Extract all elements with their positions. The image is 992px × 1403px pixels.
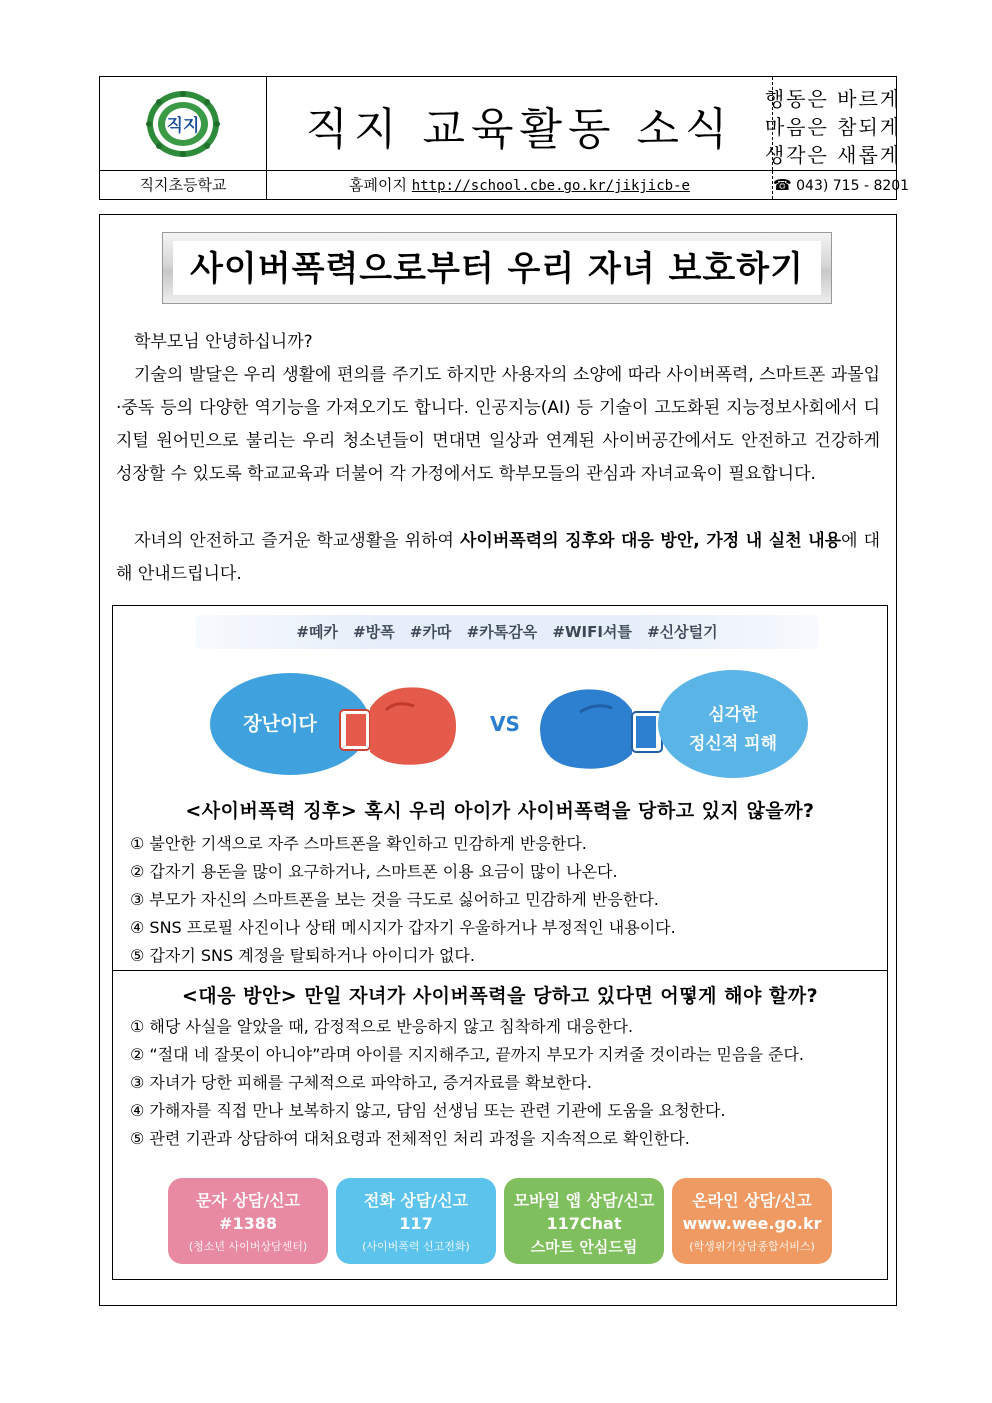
school-emblem-icon <box>144 89 222 159</box>
logo-cell <box>100 77 267 170</box>
contact-4-line2[interactable]: www.wee.go.kr <box>682 1214 822 1233</box>
title-cell <box>267 77 773 170</box>
banner-title: 사이버폭력으로부터 우리 자녀 보호하기 <box>173 241 821 295</box>
intro-paragraph-2 <box>116 525 880 591</box>
homepage-link[interactable]: http://school.cbe.go.kr/jikjicb-e <box>411 178 690 194</box>
newsletter-header <box>99 76 910 200</box>
response-item-1: ① 해당 사실을 알았을 때, 감정적으로 반응하지 않고 침착하게 대응한다. <box>130 1017 634 1036</box>
right-circle <box>658 670 808 778</box>
right-circle-label-2: 정신적 피해 <box>688 734 778 754</box>
contact-1-line3: (청소년 사이버상담센터) <box>188 1240 308 1253</box>
contact-3-line2: 117Chat <box>546 1214 622 1233</box>
contact-4-line1: 온라인 상담/신고 <box>692 1191 812 1210</box>
contact-1-line2: #1388 <box>219 1214 277 1233</box>
school-name: 직지초등학교 <box>100 171 267 199</box>
contact-1-line1: 문자 상담/신고 <box>195 1191 301 1210</box>
intro-paragraph-1: 기술의 발달은 우리 생활에 편의를 주기도 하지만 사용자의 소양에 따라 사이버폭력, 스마트폰 과몰입·중독 등의 다양한 역기능을 가져오기도 합니다. 인공지능(AI) 등 기술이 고도화된 지능정보사회에서 디지털 원어민으로 불리는 우리 청소년들이 면대면 일상과 연계된 사이버공간에서도 안전하고 건강하게 성장할 수 있도록 학교교육과 더불어 각 가정에서도 학부모들의 관심과 자녀교육이 필요합니다. <box>116 365 880 484</box>
signs-item-2: ② 갑자기 용돈을 많이 요구하거나, 스마트폰 이용 요금이 많이 나온다. <box>130 862 618 881</box>
p2-start: 자녀의 안전하고 즐거운 학교생활을 위하여 <box>134 531 460 551</box>
p2-bold: 사이버폭력의 징후와 대응 방안, 가정 내 실천 내용 <box>460 531 842 551</box>
contact-3-line3: 스마트 안심드림 <box>530 1238 638 1256</box>
greeting <box>116 326 880 359</box>
contact-2-line3: (사이버폭력 신고전화) <box>362 1240 470 1253</box>
newsletter-title: 직지 교육활동 소식 <box>305 104 734 155</box>
section-divider <box>112 970 888 971</box>
homepage-cell <box>267 171 773 199</box>
blue-glove-icon <box>536 682 666 774</box>
phone-number: 043) 715 - 8201 <box>796 178 910 194</box>
contact-3-line1: 모바일 앱 상담/신고 <box>513 1191 655 1210</box>
contact-phone-report <box>336 1178 496 1264</box>
response-item-2: ② “절대 네 잘못이 아니야”라며 아이를 지지해주고, 끝까지 부모가 지켜줄 것이라는 믿음을 준다. <box>130 1045 804 1064</box>
motto-line-3: 생각은 새롭게 <box>764 143 902 167</box>
signs-item-3: ③ 부모가 자신의 스마트폰을 보는 것을 극도로 싫어하고 민감하게 반응한다. <box>130 890 659 909</box>
header-info-row <box>100 171 910 199</box>
p2-end: 에 대해 안내드립니다. <box>116 531 881 584</box>
left-circle-label: 장난이다 <box>243 713 317 735</box>
contact-text-report <box>168 1178 328 1264</box>
header-top-row <box>100 77 902 171</box>
homepage-label: 홈페이지 <box>349 176 408 194</box>
phone-cell <box>773 171 910 199</box>
signs-title: <사이버폭력 징후> 혹시 우리 아이가 사이버폭력을 당하고 있지 않을까? <box>185 800 815 822</box>
signs-item-5: ⑤ 갑자기 SNS 계정을 탈퇴하거나 아이디가 없다. <box>130 946 475 965</box>
greeting-text: 학부모님 안녕하십니까? <box>134 332 313 352</box>
response-title: <대응 방안> 만일 자녀가 사이버폭력을 당하고 있다면 어떻게 해야 할까? <box>181 985 819 1007</box>
contact-online-report <box>672 1178 832 1264</box>
signs-item-1: ① 불안한 기색으로 자주 스마트폰을 확인하고 민감하게 반응한다. <box>130 834 587 853</box>
response-item-3: ③ 자녀가 당한 피해를 구체적으로 파악하고, 증거자료를 확보한다. <box>130 1073 592 1092</box>
motto-line-1: 행동은 바르게 <box>764 87 902 111</box>
vs-label: VS <box>490 712 520 736</box>
response-item-5: ⑤ 관련 기관과 상담하여 대처요령과 전체적인 처리 과정을 지속적으로 확인한다. <box>130 1129 690 1148</box>
contact-app-report <box>504 1178 664 1264</box>
phone-icon: ☎ <box>773 176 792 194</box>
hashtag-bar: #떼카 #방폭 #카따 #카톡감옥 #WIFI셔틀 #신상털기 <box>196 615 818 649</box>
emblem-text: 직지 <box>166 116 200 136</box>
motto-line-2: 마음은 참되게 <box>764 115 902 139</box>
motto-cell <box>764 77 902 170</box>
contact-2-line2: 117 <box>399 1214 433 1233</box>
signs-item-4: ④ SNS 프로필 사진이나 상태 메시지가 갑자기 우울하거나 부정적인 내용이다. <box>130 918 676 937</box>
response-item-4: ④ 가해자를 직접 만나 보복하지 않고, 담임 선생님 또는 관련 기관에 도움을 요청한다. <box>130 1101 726 1120</box>
contact-2-line1: 전화 상담/신고 <box>363 1191 469 1210</box>
contact-4-line3: (학생위기상담종합서비스) <box>689 1240 815 1253</box>
banner <box>162 232 832 304</box>
right-circle-label-1: 심각한 <box>708 705 758 725</box>
red-glove-icon <box>336 680 460 770</box>
